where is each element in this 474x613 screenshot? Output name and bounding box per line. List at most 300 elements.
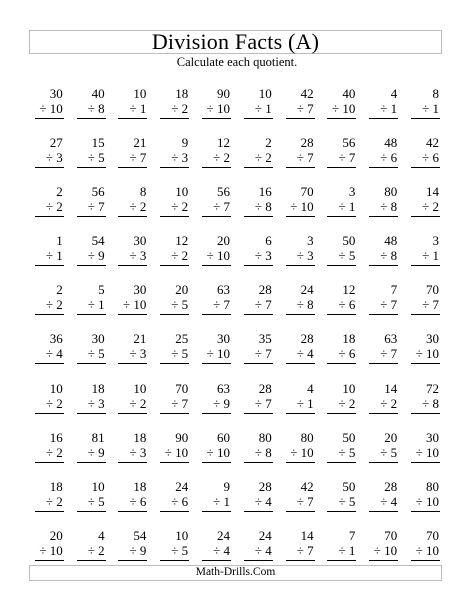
dividend: 48 bbox=[384, 233, 398, 249]
divisor: ÷ 10 bbox=[415, 542, 439, 558]
dividend: 20 bbox=[175, 282, 189, 298]
answer-line bbox=[286, 314, 315, 315]
division-problem bbox=[110, 234, 152, 283]
dividend: 30 bbox=[425, 429, 439, 445]
division-problem bbox=[68, 87, 110, 136]
divisor: ÷ 2 bbox=[87, 542, 105, 558]
division-problem bbox=[277, 283, 319, 332]
dividend: 80 bbox=[425, 478, 439, 494]
division-problem bbox=[360, 185, 402, 234]
division-problem bbox=[402, 283, 444, 332]
division-problem bbox=[193, 185, 235, 234]
divisor: ÷ 8 bbox=[380, 199, 398, 215]
divisor: ÷ 2 bbox=[129, 395, 147, 411]
dividend: 28 bbox=[300, 135, 314, 151]
footer-box bbox=[29, 565, 442, 581]
division-problem bbox=[26, 234, 68, 283]
division-problem bbox=[110, 283, 152, 332]
divisor: ÷ 2 bbox=[422, 199, 439, 215]
division-problem bbox=[235, 480, 277, 529]
dividend: 54 bbox=[91, 233, 105, 249]
division-problem bbox=[68, 332, 110, 381]
answer-line bbox=[118, 167, 147, 168]
divisor: ÷ 10 bbox=[290, 444, 314, 460]
answer-line bbox=[411, 216, 440, 217]
divisor: ÷ 7 bbox=[422, 297, 439, 313]
dividend: 7 bbox=[390, 282, 398, 298]
answer-line bbox=[411, 462, 440, 463]
dividend: 10 bbox=[91, 478, 105, 494]
answer-line bbox=[35, 314, 64, 315]
answer-line bbox=[35, 216, 64, 217]
dividend: 20 bbox=[216, 233, 230, 249]
division-problem bbox=[360, 87, 402, 136]
division-problem bbox=[235, 283, 277, 332]
divisor: ÷ 1 bbox=[129, 101, 147, 116]
answer-line bbox=[202, 314, 231, 315]
answer-line bbox=[286, 265, 315, 266]
answer-line bbox=[411, 118, 440, 119]
divisor: ÷ 8 bbox=[87, 101, 105, 116]
divisor: ÷ 10 bbox=[39, 101, 63, 116]
dividend: 18 bbox=[342, 331, 356, 347]
answer-line bbox=[327, 363, 356, 364]
answer-line bbox=[286, 118, 315, 119]
division-problem bbox=[68, 283, 110, 332]
divisor: ÷ 10 bbox=[415, 444, 439, 460]
division-problem bbox=[68, 185, 110, 234]
answer-line bbox=[77, 363, 106, 364]
answer-line bbox=[160, 413, 189, 414]
dividend: 81 bbox=[91, 429, 105, 445]
answer-line bbox=[35, 413, 64, 414]
answer-line bbox=[35, 560, 64, 561]
answer-line bbox=[244, 118, 273, 119]
divisor: ÷ 5 bbox=[171, 542, 189, 558]
division-problem bbox=[402, 382, 444, 431]
dividend: 9 bbox=[181, 135, 189, 151]
answer-line bbox=[77, 462, 106, 463]
dividend: 28 bbox=[384, 478, 398, 494]
division-problem bbox=[235, 234, 277, 283]
dividend: 42 bbox=[425, 135, 439, 151]
division-problem bbox=[110, 332, 152, 381]
dividend: 30 bbox=[133, 282, 147, 298]
dividend: 50 bbox=[342, 429, 356, 445]
answer-line bbox=[369, 511, 398, 512]
divisor: ÷ 6 bbox=[380, 150, 398, 166]
answer-line bbox=[118, 560, 147, 561]
divisor: ÷ 8 bbox=[254, 199, 272, 215]
division-problem bbox=[402, 480, 444, 529]
division-problem bbox=[151, 431, 193, 480]
divisor: ÷ 8 bbox=[296, 297, 314, 313]
answer-line bbox=[369, 363, 398, 364]
answer-line bbox=[411, 511, 440, 512]
divisor: ÷ 3 bbox=[296, 248, 314, 264]
dividend: 7 bbox=[348, 527, 356, 543]
dividend: 1 bbox=[56, 233, 63, 249]
divisor: ÷ 9 bbox=[87, 444, 105, 460]
dividend: 27 bbox=[49, 135, 63, 151]
division-problem bbox=[110, 87, 152, 136]
divisor: ÷ 4 bbox=[254, 493, 272, 509]
divisor: ÷ 1 bbox=[338, 542, 356, 558]
division-problem bbox=[68, 136, 110, 185]
divisor: ÷ 1 bbox=[380, 101, 398, 116]
divisor: ÷ 5 bbox=[338, 444, 356, 460]
answer-line bbox=[411, 265, 440, 266]
division-problem bbox=[235, 87, 277, 136]
dividend: 63 bbox=[216, 380, 230, 396]
division-problem bbox=[360, 234, 402, 283]
answer-line bbox=[327, 462, 356, 463]
answer-line bbox=[118, 363, 147, 364]
division-problem bbox=[151, 234, 193, 283]
answer-line bbox=[35, 167, 64, 168]
division-problem bbox=[402, 185, 444, 234]
answer-line bbox=[77, 216, 106, 217]
answer-line bbox=[118, 314, 147, 315]
division-problem bbox=[360, 136, 402, 185]
dividend: 21 bbox=[133, 331, 147, 347]
divisor: ÷ 8 bbox=[422, 395, 439, 411]
answer-line bbox=[369, 560, 398, 561]
dividend: 48 bbox=[384, 135, 398, 151]
dividend: 2 bbox=[56, 184, 63, 200]
divisor: ÷ 5 bbox=[338, 248, 356, 264]
answer-line bbox=[118, 265, 147, 266]
dividend: 12 bbox=[342, 282, 356, 298]
answer-line bbox=[244, 363, 273, 364]
division-problem bbox=[319, 480, 361, 529]
divisor: ÷ 6 bbox=[338, 346, 356, 362]
divisor: ÷ 9 bbox=[87, 248, 105, 264]
divisor: ÷ 1 bbox=[338, 199, 356, 215]
answer-line bbox=[327, 413, 356, 414]
division-problem bbox=[235, 332, 277, 381]
answer-line bbox=[118, 118, 147, 119]
divisor: ÷ 10 bbox=[123, 297, 147, 313]
answer-line bbox=[160, 314, 189, 315]
answer-line bbox=[369, 265, 398, 266]
division-problem bbox=[193, 480, 235, 529]
dividend: 28 bbox=[258, 478, 272, 494]
divisor: ÷ 8 bbox=[254, 444, 272, 460]
dividend: 10 bbox=[49, 380, 63, 396]
divisor: ÷ 3 bbox=[129, 444, 147, 460]
division-problem bbox=[193, 234, 235, 283]
division-problem bbox=[193, 332, 235, 381]
dividend: 42 bbox=[300, 478, 314, 494]
dividend: 90 bbox=[175, 429, 189, 445]
division-problem bbox=[26, 332, 68, 381]
division-problem bbox=[360, 332, 402, 381]
divisor: ÷ 7 bbox=[296, 493, 314, 509]
dividend: 24 bbox=[216, 527, 230, 543]
answer-line bbox=[286, 216, 315, 217]
dividend: 18 bbox=[49, 478, 63, 494]
dividend: 24 bbox=[175, 478, 189, 494]
divisor: ÷ 7 bbox=[213, 199, 230, 215]
dividend: 80 bbox=[258, 429, 272, 445]
dividend: 56 bbox=[216, 184, 230, 200]
division-problem bbox=[235, 431, 277, 480]
dividend: 12 bbox=[216, 135, 230, 151]
divisor: ÷ 1 bbox=[296, 395, 314, 411]
dividend: 25 bbox=[175, 331, 189, 347]
answer-line bbox=[286, 363, 315, 364]
answer-line bbox=[286, 167, 315, 168]
answer-line bbox=[202, 511, 231, 512]
dividend: 70 bbox=[425, 527, 439, 543]
divisor: ÷ 3 bbox=[254, 248, 272, 264]
divisor: ÷ 7 bbox=[254, 395, 272, 411]
divisor: ÷ 8 bbox=[380, 248, 398, 264]
dividend: 30 bbox=[91, 331, 105, 347]
dividend: 63 bbox=[216, 282, 230, 298]
division-problem bbox=[68, 480, 110, 529]
answer-line bbox=[202, 216, 231, 217]
dividend: 56 bbox=[342, 135, 356, 151]
dividend: 20 bbox=[384, 429, 398, 445]
answer-line bbox=[244, 511, 273, 512]
dividend: 70 bbox=[175, 380, 189, 396]
divisor: ÷ 5 bbox=[380, 444, 398, 460]
divisor: ÷ 10 bbox=[332, 101, 356, 116]
answer-line bbox=[202, 265, 231, 266]
divisor: ÷ 4 bbox=[213, 542, 230, 558]
division-problem bbox=[68, 431, 110, 480]
division-problem bbox=[110, 185, 152, 234]
divisor: ÷ 10 bbox=[415, 346, 439, 362]
divisor: ÷ 2 bbox=[338, 395, 356, 411]
divisor: ÷ 2 bbox=[171, 101, 189, 116]
answer-line bbox=[118, 413, 147, 414]
division-problem bbox=[26, 136, 68, 185]
dividend: 18 bbox=[91, 380, 105, 396]
divisor: ÷ 10 bbox=[415, 493, 439, 509]
dividend: 21 bbox=[133, 135, 147, 151]
divisor: ÷ 10 bbox=[206, 101, 230, 116]
dividend: 4 bbox=[390, 86, 398, 101]
divisor: ÷ 6 bbox=[129, 493, 147, 509]
answer-line bbox=[244, 265, 273, 266]
divisor: ÷ 7 bbox=[213, 297, 230, 313]
division-problem bbox=[277, 185, 319, 234]
divisor: ÷ 6 bbox=[422, 150, 439, 166]
answer-line bbox=[35, 118, 64, 119]
answer-line bbox=[369, 118, 398, 119]
divisor: ÷ 4 bbox=[380, 493, 398, 509]
divisor: ÷ 6 bbox=[171, 493, 189, 509]
dividend: 18 bbox=[133, 429, 147, 445]
dividend: 30 bbox=[425, 331, 439, 347]
division-problem bbox=[110, 136, 152, 185]
division-problem bbox=[360, 480, 402, 529]
answer-line bbox=[202, 413, 231, 414]
dividend: 72 bbox=[425, 380, 439, 396]
dividend: 70 bbox=[384, 527, 398, 543]
dividend: 24 bbox=[300, 282, 314, 298]
dividend: 30 bbox=[216, 331, 230, 347]
divisor: ÷ 9 bbox=[213, 395, 230, 411]
divisor: ÷ 1 bbox=[422, 248, 439, 264]
divisor: ÷ 7 bbox=[254, 297, 272, 313]
division-problem bbox=[151, 136, 193, 185]
dividend: 30 bbox=[133, 233, 147, 249]
answer-line bbox=[327, 216, 356, 217]
division-problem bbox=[319, 283, 361, 332]
division-problem bbox=[360, 431, 402, 480]
dividend: 5 bbox=[98, 282, 105, 298]
divisor: ÷ 7 bbox=[129, 150, 147, 166]
divisor: ÷ 2 bbox=[45, 395, 63, 411]
answer-line bbox=[118, 462, 147, 463]
division-problem bbox=[319, 332, 361, 381]
answer-line bbox=[369, 462, 398, 463]
answer-line bbox=[411, 560, 440, 561]
answer-line bbox=[160, 462, 189, 463]
divisor: ÷ 10 bbox=[39, 542, 63, 558]
dividend: 42 bbox=[300, 86, 314, 101]
answer-line bbox=[369, 314, 398, 315]
division-problem bbox=[402, 234, 444, 283]
division-problem bbox=[277, 87, 319, 136]
answer-line bbox=[160, 216, 189, 217]
answer-line bbox=[77, 265, 106, 266]
division-problem bbox=[193, 136, 235, 185]
answer-line bbox=[202, 560, 231, 561]
division-problem bbox=[235, 185, 277, 234]
divisor: ÷ 7 bbox=[171, 395, 189, 411]
division-problem bbox=[110, 382, 152, 431]
divisor: ÷ 2 bbox=[171, 248, 189, 264]
answer-line bbox=[327, 167, 356, 168]
dividend: 50 bbox=[342, 233, 356, 249]
divisor: ÷ 10 bbox=[373, 542, 398, 558]
division-problem bbox=[319, 382, 361, 431]
divisor: ÷ 1 bbox=[213, 493, 230, 509]
division-problem bbox=[319, 136, 361, 185]
dividend: 8 bbox=[432, 86, 439, 101]
divisor: ÷ 5 bbox=[338, 493, 356, 509]
dividend: 40 bbox=[342, 86, 356, 101]
dividend: 16 bbox=[258, 184, 272, 200]
division-problem bbox=[26, 431, 68, 480]
dividend: 63 bbox=[384, 331, 398, 347]
divisor: ÷ 3 bbox=[171, 150, 189, 166]
divisor: ÷ 7 bbox=[296, 150, 314, 166]
divisor: ÷ 3 bbox=[87, 395, 105, 411]
divisor: ÷ 2 bbox=[45, 297, 63, 313]
division-problem bbox=[151, 185, 193, 234]
division-problem bbox=[151, 283, 193, 332]
dividend: 3 bbox=[348, 184, 356, 200]
divisor: ÷ 10 bbox=[206, 248, 230, 264]
dividend: 30 bbox=[49, 86, 63, 101]
division-problem bbox=[319, 185, 361, 234]
footer-site-name: Math-Drills.Com bbox=[195, 566, 276, 579]
division-problem bbox=[26, 185, 68, 234]
answer-line bbox=[244, 413, 273, 414]
dividend: 12 bbox=[175, 233, 189, 249]
answer-line bbox=[327, 118, 356, 119]
division-problem bbox=[193, 283, 235, 332]
dividend: 16 bbox=[49, 429, 63, 445]
division-problem bbox=[151, 332, 193, 381]
dividend: 2 bbox=[265, 135, 272, 151]
division-problem bbox=[110, 431, 152, 480]
dividend: 70 bbox=[300, 184, 314, 200]
dividend: 18 bbox=[133, 478, 147, 494]
answer-line bbox=[286, 462, 315, 463]
dividend: 60 bbox=[216, 429, 230, 445]
divisor: ÷ 2 bbox=[171, 199, 189, 215]
title-box bbox=[29, 30, 442, 54]
division-problem bbox=[402, 87, 444, 136]
dividend: 50 bbox=[342, 478, 356, 494]
divisor: ÷ 10 bbox=[290, 199, 314, 215]
division-problem bbox=[193, 87, 235, 136]
answer-line bbox=[411, 167, 440, 168]
dividend: 6 bbox=[265, 233, 272, 249]
division-problem bbox=[68, 382, 110, 431]
dividend: 15 bbox=[91, 135, 105, 151]
division-problem bbox=[402, 136, 444, 185]
divisor: ÷ 2 bbox=[129, 199, 147, 215]
division-problem bbox=[193, 431, 235, 480]
division-problem bbox=[402, 431, 444, 480]
divisor: ÷ 4 bbox=[45, 346, 63, 362]
dividend: 35 bbox=[258, 331, 272, 347]
divisor: ÷ 1 bbox=[254, 101, 272, 116]
division-problem bbox=[277, 480, 319, 529]
divisor: ÷ 10 bbox=[206, 346, 230, 362]
answer-line bbox=[160, 118, 189, 119]
dividend: 10 bbox=[342, 380, 356, 396]
answer-line bbox=[202, 363, 231, 364]
answer-line bbox=[202, 462, 231, 463]
divisor: ÷ 2 bbox=[213, 150, 230, 166]
division-problem bbox=[277, 382, 319, 431]
answer-line bbox=[327, 314, 356, 315]
division-problem bbox=[360, 382, 402, 431]
dividend: 2 bbox=[56, 282, 63, 298]
division-problem bbox=[319, 431, 361, 480]
division-problem bbox=[235, 382, 277, 431]
answer-line bbox=[244, 216, 273, 217]
dividend: 4 bbox=[98, 527, 105, 543]
division-problem bbox=[277, 234, 319, 283]
dividend: 80 bbox=[300, 429, 314, 445]
answer-line bbox=[77, 167, 106, 168]
dividend: 14 bbox=[384, 380, 398, 396]
dividend: 3 bbox=[307, 233, 314, 249]
dividend: 8 bbox=[139, 184, 147, 200]
division-problem bbox=[360, 283, 402, 332]
division-problem bbox=[402, 332, 444, 381]
divisor: ÷ 2 bbox=[45, 493, 63, 509]
answer-line bbox=[77, 314, 106, 315]
divisor: ÷ 2 bbox=[254, 150, 272, 166]
answer-line bbox=[160, 560, 189, 561]
divisor: ÷ 10 bbox=[164, 444, 189, 460]
answer-line bbox=[327, 560, 356, 561]
divisor: ÷ 3 bbox=[45, 150, 63, 166]
answer-line bbox=[286, 560, 315, 561]
divisor: ÷ 5 bbox=[171, 297, 189, 313]
